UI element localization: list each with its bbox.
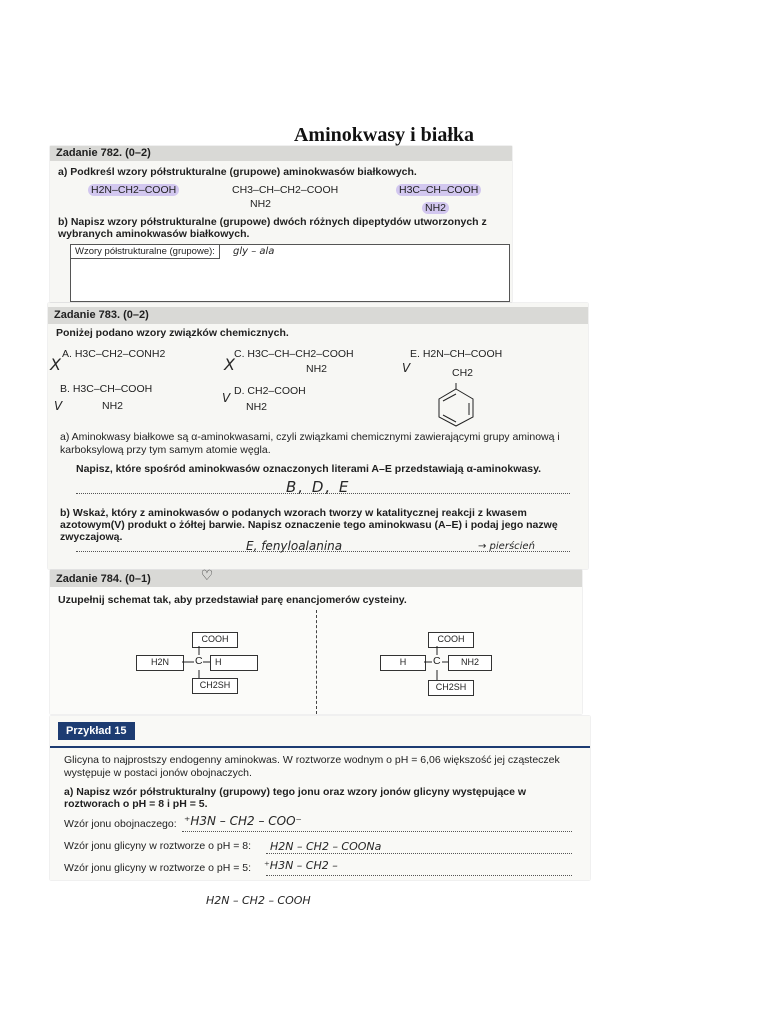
label-ph5: Wzór jonu glicyny w roztworze o pH = 5:	[64, 862, 252, 874]
compound-A: A. H3C–CH2–CONH2	[62, 348, 166, 360]
answer-783b: E, fenyloalanina	[246, 539, 343, 553]
formula-2: CH3–CH–CH2–COOH	[232, 184, 339, 196]
mark-E: V	[402, 361, 411, 375]
example-15-a-text: a) Napisz wzór półstrukturalny (grupowy) tego jonu oraz wzory jonów glicyny występujące w roztworach o pH = 8 i pH = 5.	[64, 786, 527, 810]
formula-3-sub: NH2	[422, 202, 449, 215]
task-783-header: Zadanie 783. (0–2)	[48, 307, 588, 324]
benzene-ring-icon	[436, 383, 476, 427]
task-782-header: Zadanie 782. (0–2)	[50, 146, 512, 161]
page-title: Aminokwasy i białka	[293, 124, 475, 146]
answer-782b: gly – ala	[233, 246, 275, 257]
example-15	[50, 716, 590, 880]
task-784-header: Zadanie 784. (0–1) ♡	[50, 570, 582, 587]
line-1	[182, 831, 572, 832]
footer-note: H2N – CH2 – COOH	[206, 894, 311, 907]
left-bonds-icon	[182, 646, 212, 680]
right-top-box: COOH	[428, 632, 474, 648]
mark-D: V	[222, 391, 231, 405]
task-782-a-text: a) Podkreśl wzory półstrukturalne (grupowe) aminokwasów białkowych.	[58, 166, 417, 178]
answer-783a: B, D, E	[286, 478, 351, 496]
task-783-a-cmd: Napisz, które spośród aminokwasów oznaczonych literami A–E przedstawiają α-aminokwasy.	[76, 463, 542, 475]
compound-B-sub: NH2	[102, 400, 124, 412]
left-right-box: H	[210, 655, 258, 671]
compound-D: D. CH2–COOH	[234, 385, 306, 397]
mark-A: X	[50, 355, 61, 374]
line-3	[266, 875, 572, 876]
example-15-header: Przykład 15	[58, 722, 135, 740]
task-783-intro: Poniżej podano wzory związków chemicznych.	[56, 327, 289, 339]
right-right-box: NH2	[448, 655, 492, 671]
label-ph8: Wzór jonu glicyny w roztworze o pH = 8:	[64, 840, 252, 852]
compound-D-sub: NH2	[246, 401, 268, 413]
answer-zwitterion: ⁺H3N – CH2 – COO⁻	[184, 814, 302, 828]
task-784	[50, 570, 582, 714]
label-zwitterion: Wzór jonu obojnaczego:	[64, 818, 177, 830]
answer-ph5: ⁺H3N – CH2 –	[264, 859, 338, 872]
mark-C: X	[224, 355, 235, 374]
task-783-a-text: a) Aminokwasy białkowe są α-aminokwasami, czyli związkami chemicznymi zawierającymi grupy aminową i karboksylową przy tym samym atomie węgla.	[60, 431, 560, 456]
task-784-text: Uzupełnij schemat tak, aby przedstawiał parę enancjomerów cysteiny.	[58, 594, 407, 606]
formula-2-sub: NH2	[250, 198, 272, 210]
answer-box-label: Wzory półstrukturalne (grupowe):	[71, 245, 220, 259]
example-rule	[50, 746, 590, 748]
right-left-box: H	[380, 655, 426, 671]
task-782	[50, 146, 512, 302]
compound-E: E. H2N–CH–COOH	[410, 348, 503, 360]
formula-3: H3C–CH–COOH	[396, 184, 481, 197]
line-2	[266, 853, 572, 854]
answer-box	[70, 244, 510, 302]
left-bottom-box: CH2SH	[192, 678, 238, 694]
compound-B: B. H3C–CH–COOH	[60, 383, 153, 395]
compound-C-sub: NH2	[306, 363, 328, 375]
formula-1: H2N–CH2–COOH	[88, 184, 179, 197]
compound-C: C. H3C–CH–CH2–COOH	[234, 348, 354, 360]
example-15-intro: Glicyna to najprostszy endogenny aminokwas. W roztworze wodnym o pH = 6,06 większość jej cząsteczek występuje w postaci jonów obojnaczych.	[64, 754, 560, 779]
compound-E-sub: CH2	[452, 367, 474, 379]
task-783-b-text: b) Wskaż, który z aminokwasów o podanych wzorach tworzy w katalitycznej reakcji z kwasem azotowym(V) produkt o żółtej barwie. Napisz oznaczenie tego aminokwasu (A–E) i podaj jego nazwę zwyczajową.	[60, 507, 558, 543]
left-top-box: COOH	[192, 632, 238, 648]
answer-ph8: H2N – CH2 – COONa	[270, 840, 382, 853]
mark-B: V	[54, 399, 63, 413]
divider	[316, 610, 317, 714]
task-782-b-text: b) Napisz wzory półstrukturalne (grupowe) dwóch różnych dipeptydów utworzonych z wybranych aminokwasów białkowych.	[58, 216, 487, 240]
note-783b: → pierścień	[478, 541, 535, 552]
right-center: C	[433, 655, 441, 667]
heart-doodle-icon: ♡	[200, 568, 214, 584]
right-bottom-box: CH2SH	[428, 680, 474, 696]
left-center: C	[195, 655, 203, 667]
task-783	[48, 303, 588, 569]
right-bonds-icon	[424, 646, 450, 682]
left-left-box: H2N	[136, 655, 184, 671]
